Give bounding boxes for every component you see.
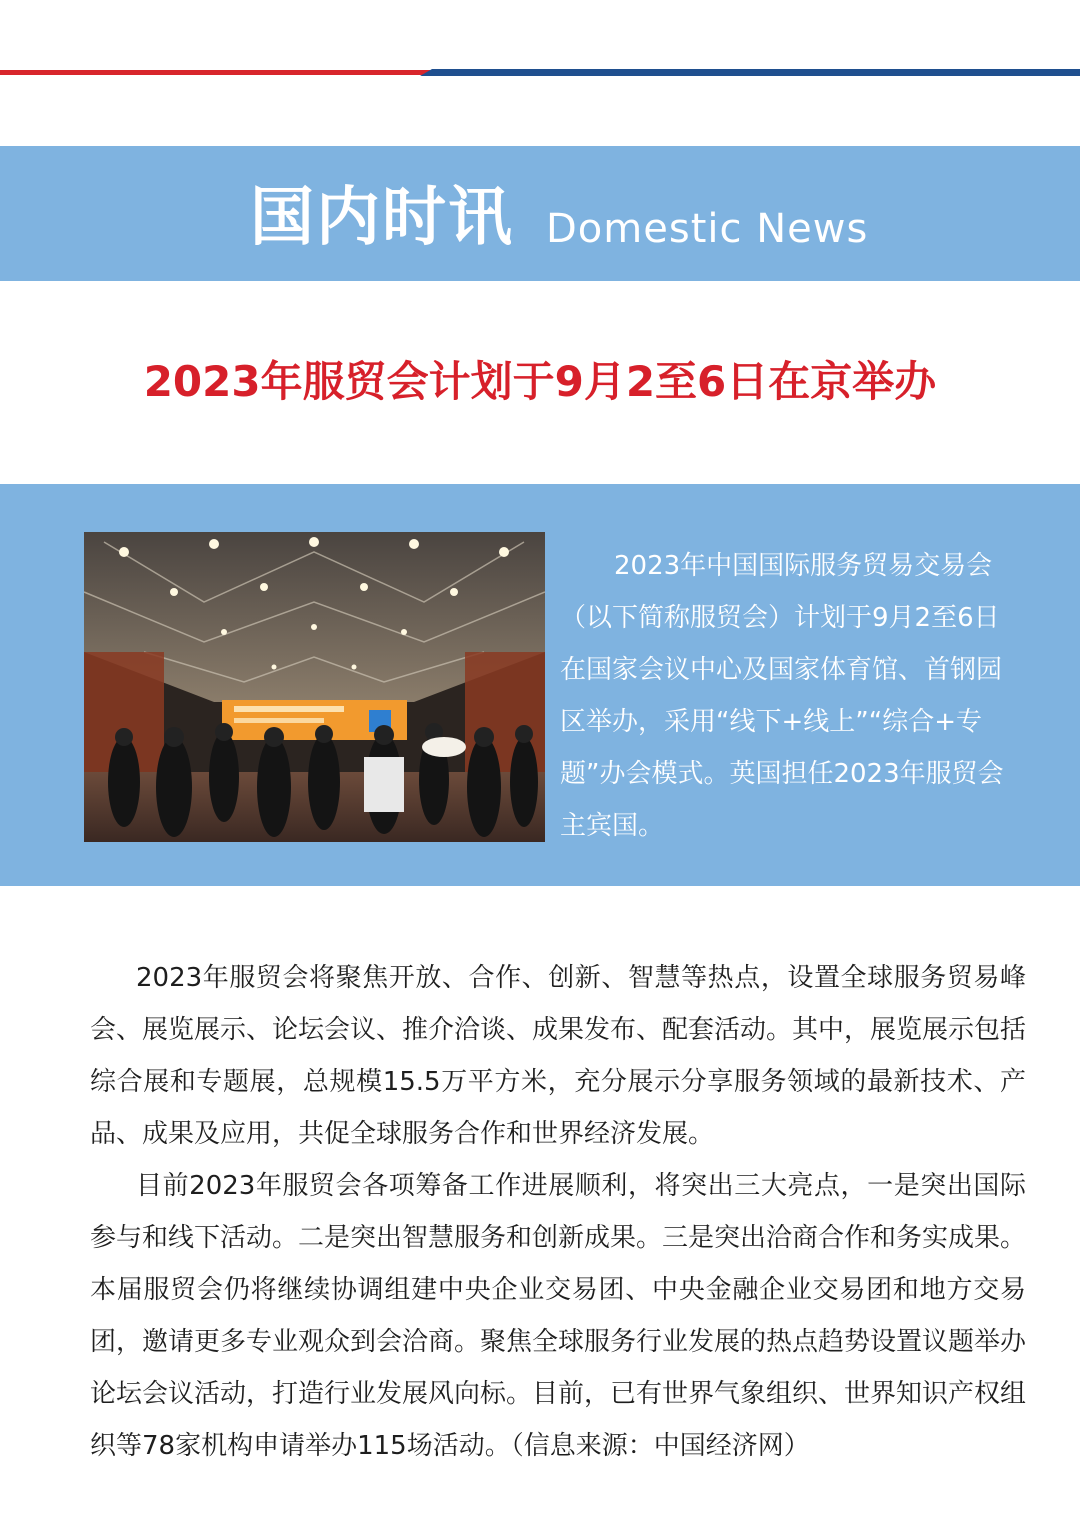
article-intro: 2023年中国国际服务贸易交易会（以下简称服贸会）计划于9月2至6日在国家会议中心及国家体育馆、首钢园区举办，采用“线下+线上”“综合+专题”办会模式。英国担任2023年服贸会主宾国。 [560,551,1004,841]
section-title-zh: 国内时讯 [250,181,514,255]
article-paragraph: 2023年服贸会将聚焦开放、合作、创新、智慧等热点，设置全球服务贸易峰会、展览展示、论坛会议、推介洽谈、成果发布、配套活动。其中，展览展示包括综合展和专题展，总规模15.5万平方米，充分展示分享服务领域的最新技术、产品、成果及应用，共促全球服务合作和世界经济发展。 [90,963,1027,1149]
section-title-en: Domestic News [546,206,869,252]
article-body [90,952,1026,1472]
top-divider [0,69,1080,76]
top-divider-blue [420,69,1080,76]
top-divider-red [0,70,430,75]
event-photo [84,532,545,842]
article-paragraph: 目前2023年服贸会各项筹备工作进展顺利，将突出三大亮点，一是突出国际参与和线下活动。二是突出智慧服务和创新成果。三是突出洽商合作和务实成果。本届服贸会仍将继续协调组建中央企业交易团、中央金融企业交易团和地方交易团，邀请更多专业观众到会洽商。聚焦全球服务行业发展的热点趋势设置议题举办论坛会议活动，打造行业发展风向标。目前，已有世界气象组织、世界知识产权组织等78家机构申请举办115场活动。（信息来源：中国经济网） [90,1171,1027,1461]
section-banner [0,146,1080,281]
article-headline: 2023年服贸会计划于9月2至6日在京举办 [143,357,937,406]
